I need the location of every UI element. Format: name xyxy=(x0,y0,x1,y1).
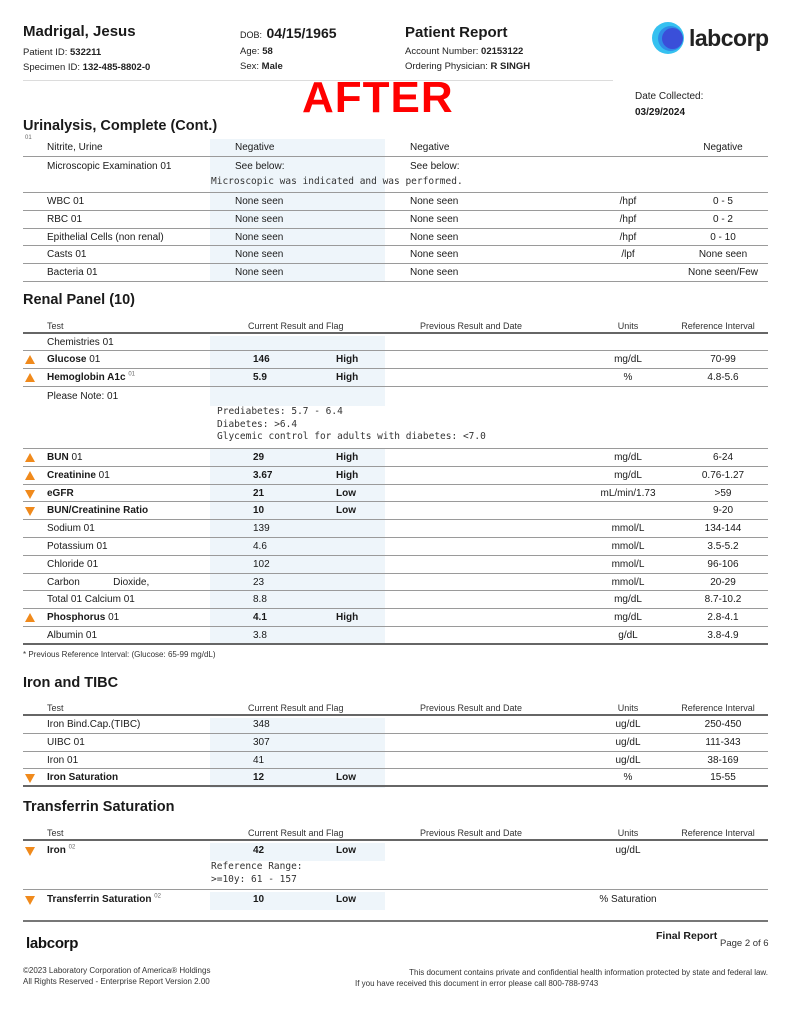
units: ug/dL xyxy=(615,754,641,766)
table-row xyxy=(23,752,768,770)
test-name: Potassium 01 xyxy=(47,540,108,552)
renal-panel-title: Renal Panel (10) xyxy=(23,292,136,308)
table-row xyxy=(23,449,768,467)
test-name: Creatinine 01 xyxy=(47,469,110,481)
units: /hpf xyxy=(619,213,637,225)
reference-interval: 0.76-1.27 xyxy=(701,469,745,481)
current-result: 4.1 xyxy=(253,612,267,624)
table-row xyxy=(23,734,768,752)
units: /hpf xyxy=(619,231,637,243)
dob-value: 04/15/1965 xyxy=(266,25,337,41)
age-value: 58 xyxy=(262,46,273,57)
reference-interval: 111-343 xyxy=(705,736,741,748)
units: ug/dL xyxy=(615,736,641,748)
column-header-reference: Reference Interval xyxy=(681,703,755,713)
a1c-note xyxy=(217,406,486,444)
specimen-id-value: 132-485-8802-0 xyxy=(82,62,151,73)
units: mg/dL xyxy=(614,452,642,463)
test-name: eGFR xyxy=(47,487,74,499)
result-flag: High xyxy=(336,354,359,365)
test-name: Iron 01 xyxy=(47,754,79,766)
units: g/dL xyxy=(618,629,638,641)
specimen-id-label: Specimen ID: xyxy=(23,62,81,73)
flag-low-icon xyxy=(25,504,39,520)
age xyxy=(240,46,273,58)
table-row xyxy=(23,193,768,211)
result-flag: Low xyxy=(336,487,356,499)
result-flag: High xyxy=(336,452,359,463)
test-name: Chemistries 01 xyxy=(47,337,114,348)
current-result: 42 xyxy=(253,845,265,856)
report-title: Patient Report xyxy=(405,24,508,41)
test-name: Casts 01 xyxy=(47,249,87,261)
table-row xyxy=(23,467,768,485)
current-result: 41 xyxy=(253,754,265,766)
reference-interval: 38-169 xyxy=(707,754,739,766)
reference-interval: >59 xyxy=(714,487,732,499)
transferrin-title: Transferrin Saturation xyxy=(23,799,175,815)
note-line: Reference Range: xyxy=(211,861,303,872)
reference-interval: 6-24 xyxy=(712,452,733,463)
current-result: None seen xyxy=(235,267,284,279)
test-name: Transferrin Saturation $^{02}$ xyxy=(47,893,161,905)
column-header-row xyxy=(23,825,768,841)
column-header-current: Current Result and Flag xyxy=(248,703,344,713)
column-header-test: Test xyxy=(47,703,64,713)
current-result: 4.6 xyxy=(253,540,267,552)
iron-tibc-table xyxy=(23,700,768,787)
flag-low-icon xyxy=(25,844,39,860)
footer-labcorp-logo: labcorp xyxy=(26,935,79,952)
table-row xyxy=(23,502,768,520)
units: mmol/L xyxy=(611,558,645,570)
reference-interval: 8.7-10.2 xyxy=(704,594,742,606)
reference-interval: 250-450 xyxy=(704,719,742,730)
column-header-reference: Reference Interval xyxy=(681,828,755,838)
reference-interval: None seen/Few xyxy=(687,267,759,279)
column-header-reference: Reference Interval xyxy=(681,321,755,331)
previous-result: Negative xyxy=(410,142,450,153)
current-result: 139 xyxy=(253,523,270,535)
result-note: Microscopic was indicated and was performed. xyxy=(211,176,463,187)
units: mL/min/1.73 xyxy=(600,487,656,499)
patient-id xyxy=(23,47,101,59)
units: ug/dL xyxy=(615,845,641,856)
account-number xyxy=(405,46,523,58)
patient-id-label: Patient ID: xyxy=(23,47,68,58)
transferrin-table xyxy=(23,825,768,910)
units: % xyxy=(623,772,633,784)
note-line: >=10y: 61 - 157 xyxy=(211,873,297,885)
sex-value: Male xyxy=(261,61,283,72)
test-name: Carbon Dioxide, xyxy=(47,576,150,588)
table-row xyxy=(23,157,768,193)
units: mg/dL xyxy=(614,612,642,624)
table-row xyxy=(23,574,768,592)
reference-interval: 0 - 5 xyxy=(712,196,733,207)
result-flag: Low xyxy=(336,845,356,856)
note-line: Diabetes: >6.4 xyxy=(217,418,298,430)
units: mg/dL xyxy=(614,354,642,365)
note-label: Please Note: 01 xyxy=(47,391,119,402)
units: ug/dL xyxy=(615,719,641,730)
current-result: 10 xyxy=(253,894,265,905)
account-number-label: Account Number: xyxy=(405,46,479,57)
column-header-current: Current Result and Flag xyxy=(248,828,344,838)
table-row xyxy=(23,387,768,449)
labcorp-logo-icon xyxy=(652,22,684,54)
page-number: Page 2 of 6 xyxy=(720,938,769,949)
test-name: Iron $^{02}$ xyxy=(47,844,76,856)
flag-high-icon xyxy=(25,371,39,386)
current-result: None seen xyxy=(235,231,284,243)
reference-interval: 0 - 10 xyxy=(710,231,736,243)
table-row xyxy=(23,211,768,229)
current-result: None seen xyxy=(235,196,284,207)
previous-result: See below: xyxy=(410,161,460,172)
dob-label: DOB: xyxy=(240,30,263,40)
table-row xyxy=(23,627,768,645)
error-notice-line: If you have received this document in error please call 800-788-9743 xyxy=(355,979,599,988)
test-name: BUN 01 xyxy=(47,452,83,463)
table-row xyxy=(23,264,768,282)
renal-panel-table xyxy=(23,318,768,645)
dob xyxy=(240,25,337,43)
table-row xyxy=(23,538,768,556)
column-header-current: Current Result and Flag xyxy=(248,321,344,331)
test-name: Microscopic Examination 01 xyxy=(47,161,172,172)
reference-interval: 9-20 xyxy=(712,505,733,517)
after-watermark: AFTER xyxy=(302,73,454,122)
table-row xyxy=(23,246,768,264)
account-number-value: 02153122 xyxy=(481,46,524,57)
units: mmol/L xyxy=(611,540,645,552)
current-result: See below: xyxy=(235,161,285,172)
units: mg/dL xyxy=(614,594,642,606)
urinalysis-title-sup: 01 xyxy=(25,135,32,141)
current-result: None seen xyxy=(235,249,284,261)
confidential-line: This document contains private and confidential health information protected by state and federal law. xyxy=(409,968,768,977)
previous-result: None seen xyxy=(410,196,459,207)
test-name: Iron Bind.Cap.(TIBC) xyxy=(47,719,141,730)
reference-interval: 3.5-5.2 xyxy=(707,540,739,552)
note-line: Prediabetes: 5.7 - 6.4 xyxy=(217,406,343,417)
patient-name: Madrigal, Jesus xyxy=(23,23,136,40)
table-row xyxy=(23,769,768,787)
reference-interval: 15-55 xyxy=(710,772,736,784)
urinalysis-table xyxy=(23,139,768,282)
previous-result: None seen xyxy=(410,231,459,243)
reference-interval: 4.8-5.6 xyxy=(707,372,739,383)
flag-low-icon xyxy=(25,487,39,503)
table-row xyxy=(23,890,768,910)
column-header-row xyxy=(23,700,768,716)
reference-interval: 20-29 xyxy=(710,576,736,588)
column-header-units: Units xyxy=(617,321,639,331)
column-header-units: Units xyxy=(617,703,639,713)
date-collected-value: 03/29/2024 xyxy=(635,107,686,118)
test-name: Phosphorus 01 xyxy=(47,612,120,624)
flag-high-icon xyxy=(25,451,39,466)
table-row xyxy=(23,591,768,609)
previous-result: None seen xyxy=(410,267,459,279)
urinalysis-title: Urinalysis, Complete (Cont.) xyxy=(23,118,218,134)
footer-divider xyxy=(23,920,768,922)
result-flag: Low xyxy=(336,894,356,905)
result-flag: High xyxy=(336,372,359,383)
reference-interval: 96-106 xyxy=(707,558,739,570)
current-result: None seen xyxy=(235,213,284,225)
current-result: 146 xyxy=(253,354,270,365)
reference-interval: 0 - 2 xyxy=(712,213,733,225)
reference-interval: 2.8-4.1 xyxy=(707,612,739,624)
table-row xyxy=(23,229,768,247)
reference-interval: 134-144 xyxy=(704,523,742,535)
column-header-previous: Previous Result and Date xyxy=(420,321,523,331)
result-flag: High xyxy=(336,612,359,624)
table-row xyxy=(23,351,768,369)
units: /hpf xyxy=(619,196,637,207)
column-header-test: Test xyxy=(47,321,64,331)
flag-low-icon xyxy=(25,893,39,909)
current-result: 102 xyxy=(253,558,270,570)
previous-result: None seen xyxy=(410,213,459,225)
reference-interval: 70-99 xyxy=(710,354,736,365)
current-result: 10 xyxy=(253,505,265,517)
previous-result: None seen xyxy=(410,249,459,261)
column-header-previous: Previous Result and Date xyxy=(420,828,523,838)
reference-interval: 3.8-4.9 xyxy=(707,629,739,641)
result-flag: High xyxy=(336,469,359,481)
current-result: 29 xyxy=(253,452,265,463)
result-flag: Low xyxy=(336,772,356,784)
rights-line: All Rights Reserved - Enterprise Report Version 2.00 xyxy=(23,977,210,986)
test-name: Glucose 01 xyxy=(47,354,101,365)
footer-copyright xyxy=(23,965,210,987)
column-header-test: Test xyxy=(47,828,64,838)
reference-interval: None seen xyxy=(698,249,748,261)
test-name: Chloride 01 xyxy=(47,558,99,570)
units: % Saturation xyxy=(599,894,657,905)
table-row xyxy=(23,139,768,157)
units: mmol/L xyxy=(611,523,645,535)
final-report-label: Final Report xyxy=(656,930,718,942)
current-result: 3.8 xyxy=(253,629,267,641)
flag-high-icon xyxy=(25,611,39,626)
previous-reference-footnote: * Previous Reference Interval: (Glucose: 65-99 mg/dL) xyxy=(23,650,216,659)
footer-confidential xyxy=(355,967,768,989)
sex xyxy=(240,61,283,73)
ordering-physician-label: Ordering Physician: xyxy=(405,61,488,72)
current-result: 23 xyxy=(253,576,265,588)
table-row xyxy=(23,334,768,351)
test-name: Iron Saturation xyxy=(47,772,119,784)
labcorp-logo-text: labcorp xyxy=(689,24,769,51)
test-name: BUN/Creatinine Ratio xyxy=(47,505,149,517)
result-flag: Low xyxy=(336,505,356,517)
units: mmol/L xyxy=(611,576,645,588)
table-row xyxy=(23,369,768,387)
test-name: Albumin 01 xyxy=(47,629,98,641)
labcorp-logo xyxy=(652,22,769,54)
column-header-row xyxy=(23,318,768,334)
copyright-line: ©2023 Laboratory Corporation of America® Holdings xyxy=(23,966,211,975)
test-name: Total 01 Calcium 01 xyxy=(47,594,135,606)
units: mg/dL xyxy=(614,469,642,481)
current-result: Negative xyxy=(235,142,275,153)
units: /lpf xyxy=(621,249,635,261)
units: % xyxy=(623,372,633,383)
flag-low-icon xyxy=(25,771,39,787)
current-result: 8.8 xyxy=(253,594,267,606)
column-header-units: Units xyxy=(617,828,639,838)
reference-interval: Negative xyxy=(703,142,743,153)
sex-label: Sex: xyxy=(240,61,260,72)
current-result: 307 xyxy=(253,736,270,748)
note-line: Glycemic control for adults with diabetes: <7.0 xyxy=(217,431,486,442)
table-row xyxy=(23,609,768,627)
test-name: Hemoglobin A1c $^{01}$ xyxy=(47,371,135,383)
iron-note xyxy=(211,861,303,886)
age-label: Age: xyxy=(240,46,260,57)
column-header-previous: Previous Result and Date xyxy=(420,703,523,713)
table-row xyxy=(23,520,768,538)
table-row xyxy=(23,716,768,734)
test-name: Epithelial Cells (non renal) xyxy=(47,231,164,243)
test-name: WBC 01 xyxy=(47,196,85,207)
table-row xyxy=(23,841,768,890)
ordering-physician-value: R SINGH xyxy=(490,61,531,72)
test-name: Bacteria 01 xyxy=(47,267,98,279)
flag-high-icon xyxy=(25,353,39,368)
table-row xyxy=(23,556,768,574)
date-collected-label: Date Collected: xyxy=(635,91,704,102)
test-name: RBC 01 xyxy=(47,213,83,225)
current-result: 12 xyxy=(253,772,265,784)
current-result: 21 xyxy=(253,487,265,499)
test-name: UIBC 01 xyxy=(47,736,85,748)
test-name: Nitrite, Urine xyxy=(47,142,103,153)
test-name: Sodium 01 xyxy=(47,523,95,535)
specimen-id xyxy=(23,62,150,74)
iron-tibc-title: Iron and TIBC xyxy=(23,675,119,691)
patient-id-value: 532211 xyxy=(70,47,102,58)
table-row xyxy=(23,485,768,503)
flag-high-icon xyxy=(25,469,39,484)
current-result: 3.67 xyxy=(253,469,273,481)
ordering-physician xyxy=(405,61,530,73)
current-result: 348 xyxy=(253,719,270,730)
current-result: 5.9 xyxy=(253,372,267,383)
